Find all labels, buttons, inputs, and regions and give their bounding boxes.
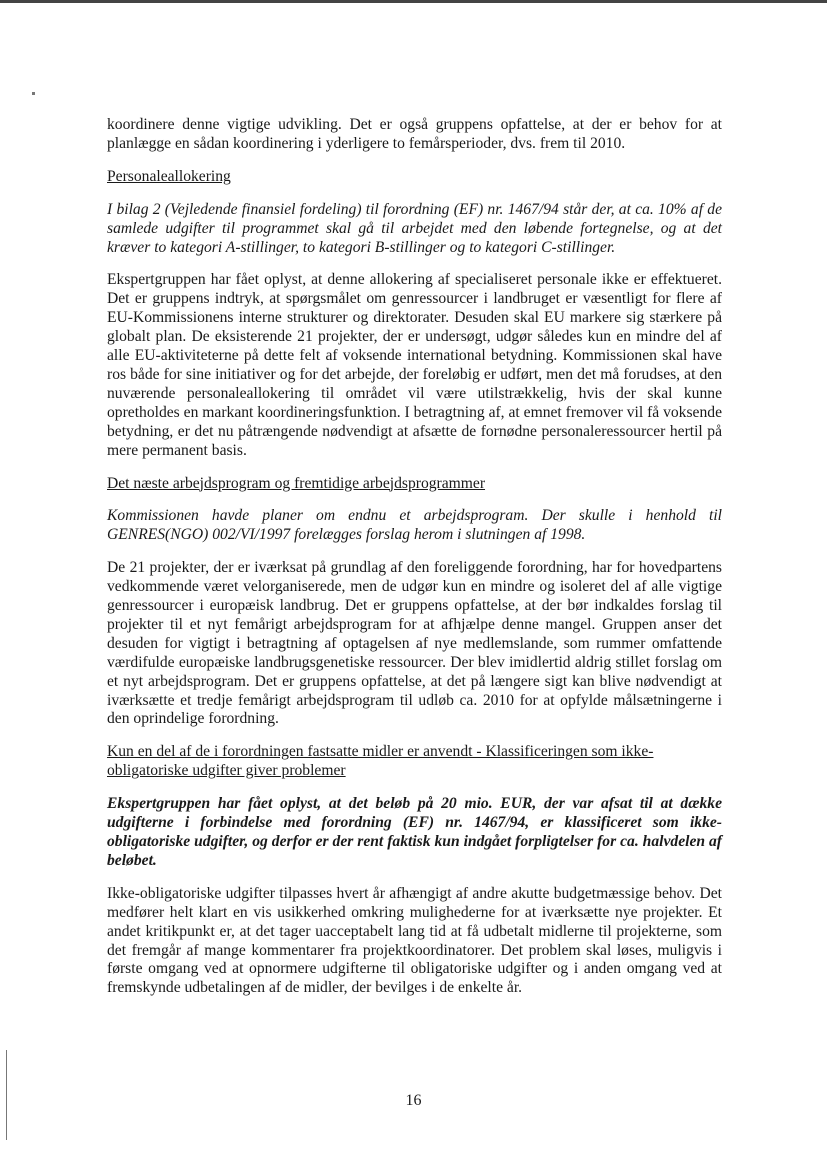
document-body [107, 116, 722, 998]
paragraph-arbejdsprogram: De 21 projekter, der er iværksat på grundlag af den foreliggende forordning, har for hovedpartens vedkommende været velorganiserede, men de udgør kun en mindre og isoleret del af alle vigtige genressourcer i europæisk landbrug. Det er gruppens opfattelse, at der bør indkaldes forslag til projekter til et nyt femårigt arbejdsprogram for at afhjælpe denne mangel. Gruppen anser det desuden for vigtigt i betragtning af optagelsen af nye medlemslande, som rummer omfattende værdifulde europæiske landbrugsgenetiske ressourcer. Der blev imidlertid aldrig stillet forslag om et nyt arbejdsprogram. Det er gruppens opfattelse, at det på længere sigt kan blive nødvendigt at iværksætte et tredje femårigt arbejdsprogram til udløb ca. 2010 for at opfylde målsætningerne i den oprindelige forordning. [107, 559, 722, 728]
paragraph-personaleallokering: Ekspertgruppen har fået oplyst, at denne allokering af specialiseret personale ikke er effektueret. Det er gruppens indtryk, at spørgsmålet om genressourcer i landbruget er væsentligt for flere af EU-Kommissionens interne strukturer og direktorater. Desuden skal EU markere sig stærkere på globalt plan. De eksisterende 21 projekter, der er undersøgt, udgør således kun en mindre del af alle EU-aktiviteterne på dette felt af voksende international betydning. Kommissionen skal have ros både for sine initiativer og for det arbejde, der foreløbig er udført, men det må forudses, at den nuværende personaleallokering til området vil være utilstrækkelig, hvis der skal kunne opretholdes en markant koordineringsfunktion. I betragtning af, at emnet fremover vil få voksende betydning, er det nu påtrængende nødvendigt at afsætte de fornødne personaleressourcer hertil på mere permanent basis. [107, 271, 722, 459]
italic-note-personaleallokering: I bilag 2 (Vejledende finansiel fordeling) til forordning (EF) nr. 1467/94 står der, at ca. 10% af de samlede udgifter til programmet skal gå til arbejdet med den løbende fortegnelse, og at det kræver to kategori A-stillinger, to kategori B-stillinger og to kategori C-stillinger. [107, 200, 722, 256]
page-number: 16 [405, 1092, 422, 1109]
section-heading-arbejdsprogram: Det næste arbejdsprogram og fremtidige arbejdsprogrammer [107, 474, 486, 492]
paragraph-intro-continued: koordinere denne vigtige udvikling. Det er også gruppens opfattelse, at der er behov for at planlægge en sådan koordinering i yderligere to femårsperioder, dvs. frem til 2010. [107, 116, 722, 152]
italic-note-arbejdsprogram: Kommissionen havde planer om endnu et arbejdsprogram. Der skulle i henhold til GENRES(NGO) 002/VI/1997 forelægges forslag herom i slutningen af 1998. [107, 507, 722, 544]
scan-mark [32, 92, 35, 95]
italic-note-midler: Ekspertgruppen har fået oplyst, at det beløb på 20 mio. EUR, der var afsat til at dække udgifterne i forbindelse med forordning (EF) nr. 1467/94, er klassificeret som ikke-obligatoriske udgifter, og derfor er der rent faktisk kun indgået forpligtelser for ca. halvdelen af beløbet. [107, 795, 722, 869]
paragraph-midler: Ikke-obligatoriske udgifter tilpasses hvert år afhængigt af andre akutte budgetmæssige behov. Det medfører helt klart en vis usikkerhed omkring mulighederne for at iværksætte nye projekter. Et andet kritikpunkt er, at det tager uacceptabelt lang tid at få udbetalt midlerne til projekterne, som det fremgår af mange kommentarer fra projektkoordinatorer. Det problem skal løses, muligvis i første omgang ved at opnormere udgifterne til obligatoriske udgifter og i anden omgang ved at fremskynde udbetalingen af de midler, der bevilges i de enkelte år. [107, 884, 722, 997]
scan-top-edge [0, 0, 827, 3]
section-heading-personaleallokering: Personaleallokering [107, 167, 231, 185]
section-heading-midler: Kun en del af de i forordningen fastsatte midler er anvendt - Klassificeringen som ikke-obligatoriske udgifter giver problemer [107, 743, 654, 780]
